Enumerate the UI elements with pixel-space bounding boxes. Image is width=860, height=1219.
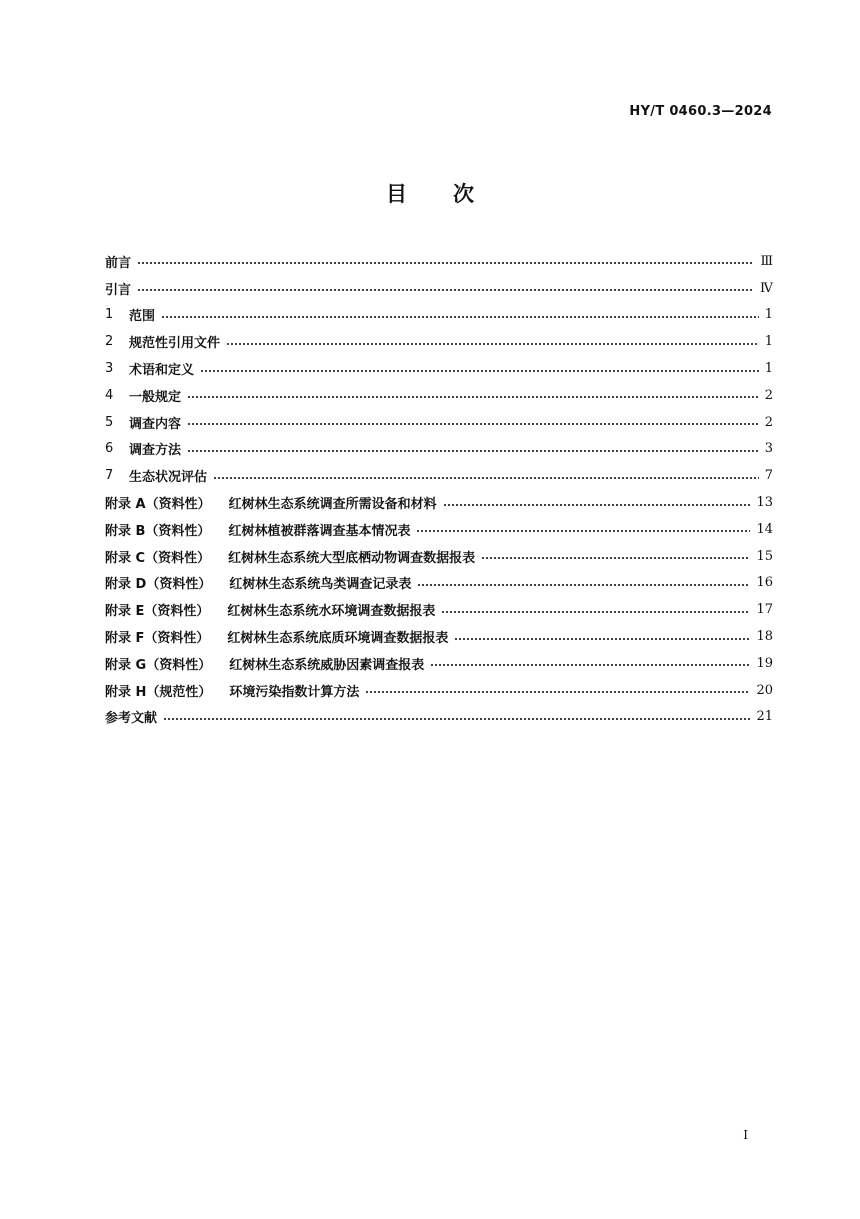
- toc-leader-dots: [200, 364, 759, 377]
- toc-entry[interactable]: [105, 570, 773, 597]
- toc-entry-title: 红树林生态系统鸟类调查记录表: [229, 577, 412, 593]
- toc-entry-title: 引言: [105, 282, 132, 298]
- toc-leader-dots: [161, 310, 759, 323]
- toc-entry-title: 红树林生态系统水环境调查数据报表: [227, 604, 436, 620]
- toc-entry-page: Ⅳ: [760, 280, 773, 296]
- toc-leader-dots: [137, 257, 754, 270]
- toc-entry-page: 1: [764, 361, 773, 377]
- toc-entry-title: 红树林生态系统大型底栖动物调查数据报表: [228, 550, 476, 566]
- toc-leader-dots: [187, 418, 759, 431]
- toc-entry[interactable]: [105, 489, 773, 516]
- toc-leader-dots: [416, 525, 750, 538]
- toc-entry-page: 18: [756, 629, 773, 645]
- toc-entry-title: 前言: [105, 255, 132, 271]
- toc-entry-annex-prefix: 附录 D（资料性）: [105, 577, 212, 593]
- toc-entry-title: 调查内容: [129, 416, 182, 432]
- toc-entry-number: 7: [105, 468, 114, 484]
- toc-leader-dots: [187, 391, 759, 404]
- toc-leader-dots: [430, 659, 750, 672]
- toc-entry-page: 1: [764, 334, 773, 350]
- toc-entry-number: 4: [105, 387, 114, 403]
- toc-entry-annex-prefix: 附录 H（规范性）: [105, 684, 212, 700]
- toc-entry-annex-prefix: 附录 B（资料性）: [105, 523, 211, 539]
- toc-entry-title: 生态状况评估: [129, 470, 208, 486]
- toc-entry-page: 19: [756, 655, 773, 671]
- toc-entry-number: 6: [105, 441, 114, 457]
- toc-entry-page: 15: [756, 548, 773, 564]
- toc-entry-page: 2: [764, 414, 773, 430]
- toc-leader-dots: [417, 578, 750, 591]
- toc-entry-number: 3: [105, 361, 114, 377]
- standard-code: HY/T 0460.3—2024: [629, 104, 772, 119]
- toc-entry[interactable]: [105, 677, 773, 704]
- toc-entry-title: 红树林生态系统调查所需设备和材料: [228, 497, 437, 513]
- toc-entry-annex-prefix: 附录 F（资料性）: [105, 631, 210, 647]
- toc-entry-annex-prefix: 附录 A（资料性）: [105, 497, 211, 513]
- toc-entry-page: 2: [764, 387, 773, 403]
- toc-entry-page: 3: [764, 441, 773, 457]
- toc-entry[interactable]: [105, 436, 773, 463]
- toc-leader-dots: [226, 337, 759, 350]
- toc-entry[interactable]: [105, 248, 773, 275]
- toc-entry-annex-prefix: 附录 E（资料性）: [105, 604, 210, 620]
- toc-leader-dots: [481, 552, 750, 565]
- toc-leader-dots: [187, 444, 759, 457]
- toc-entry[interactable]: [105, 704, 773, 731]
- toc-entry-page: 21: [756, 709, 773, 725]
- toc-leader-dots: [441, 605, 750, 618]
- toc-entry-number: 5: [105, 414, 114, 430]
- toc-entry-page: 17: [756, 602, 773, 618]
- table-of-contents: [105, 248, 773, 730]
- toc-entry[interactable]: [105, 516, 773, 543]
- toc-leader-dots: [213, 471, 759, 484]
- toc-entry-annex-prefix: 附录 G（资料性）: [105, 657, 212, 673]
- page-number: Ⅰ: [743, 1128, 748, 1142]
- toc-entry[interactable]: [105, 355, 773, 382]
- toc-entry[interactable]: [105, 328, 773, 355]
- toc-leader-dots: [137, 284, 754, 297]
- toc-entry-title: 参考文献: [105, 711, 158, 727]
- toc-leader-dots: [163, 712, 750, 725]
- toc-entry[interactable]: [105, 623, 773, 650]
- toc-entry[interactable]: [105, 382, 773, 409]
- toc-entry-title: 一般规定: [129, 389, 182, 405]
- page-title: 目次: [386, 182, 520, 206]
- toc-entry[interactable]: [105, 275, 773, 302]
- toc-entry-page: Ⅲ: [760, 253, 773, 269]
- toc-leader-dots: [443, 498, 751, 511]
- toc-entry-page: 1: [764, 307, 773, 323]
- toc-entry[interactable]: [105, 543, 773, 570]
- toc-entry-title: 调查方法: [129, 443, 182, 459]
- toc-entry-title: 规范性引用文件: [129, 336, 221, 352]
- toc-entry[interactable]: [105, 462, 773, 489]
- toc-entry-page: 7: [764, 468, 773, 484]
- toc-entry-title: 红树林生态系统底质环境调查数据报表: [227, 631, 449, 647]
- toc-entry-number: 1: [105, 307, 114, 323]
- toc-leader-dots: [365, 686, 750, 699]
- toc-entry-title: 术语和定义: [129, 363, 195, 379]
- toc-entry-title: 红树林生态系统威胁因素调查报表: [229, 657, 425, 673]
- toc-entry[interactable]: [105, 302, 773, 329]
- toc-entry[interactable]: [105, 650, 773, 677]
- toc-entry-title: 范围: [129, 309, 156, 325]
- toc-entry-page: 13: [756, 495, 773, 511]
- toc-entry-page: 20: [756, 682, 773, 698]
- toc-entry-number: 2: [105, 334, 114, 350]
- toc-entry[interactable]: [105, 596, 773, 623]
- toc-leader-dots: [454, 632, 750, 645]
- toc-entry-title: 环境污染指数计算方法: [229, 684, 360, 700]
- toc-entry-page: 14: [756, 521, 773, 537]
- toc-entry-title: 红树林植被群落调查基本情况表: [228, 523, 411, 539]
- toc-entry[interactable]: [105, 409, 773, 436]
- toc-entry-annex-prefix: 附录 C（资料性）: [105, 550, 211, 566]
- toc-entry-page: 16: [756, 575, 773, 591]
